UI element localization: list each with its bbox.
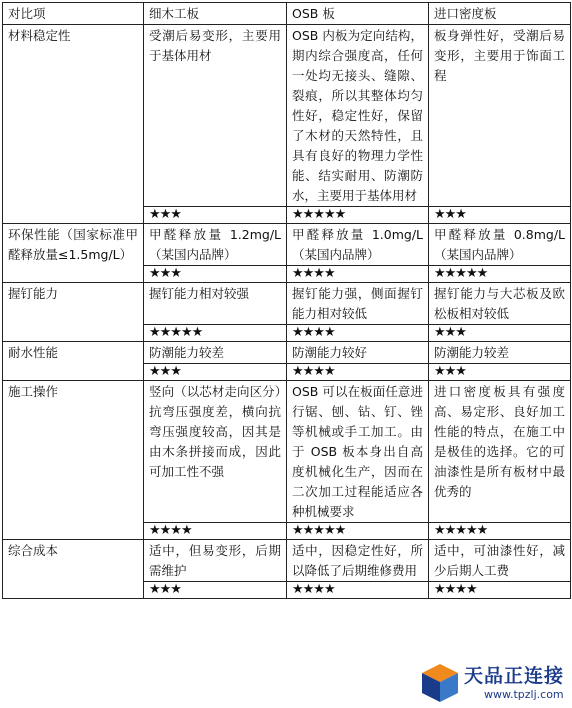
cell-text: 握钉能力相对较强 <box>144 283 287 325</box>
star-rating: ★★★ <box>144 207 287 224</box>
cell-text: 握钉能力与大芯板及欧松板相对较低 <box>429 283 571 325</box>
star-rating: ★★★★ <box>287 325 429 342</box>
table-row <box>3 224 571 266</box>
comparison-table <box>2 2 571 599</box>
star-rating: ★★★★★ <box>429 266 571 283</box>
star-rating: ★★★★★ <box>429 523 571 540</box>
header-col1: 细木工板 <box>144 3 287 25</box>
cell-text: OSB 可以在板面任意进行锯、刨、钻、钉、锉等机械或手工加工。由于 OSB 板本身出自高度机械化生产，因而在二次加工过程能适应各种机械要求 <box>287 381 429 523</box>
star-rating: ★★★★ <box>144 523 287 540</box>
cell-text: OSB 内板为定向结构，期内综合强度高，任何一处均无接头、缝隙、裂痕，所以其整体均匀性好，稳定性好，保留了木材的天然特性，且具有良好的物理力学性能、结实耐用、防潮防水，主要用于基体用材 <box>287 25 429 207</box>
star-rating: ★★★★★ <box>287 207 429 224</box>
table-row <box>3 25 571 207</box>
star-rating: ★★★★ <box>287 582 429 599</box>
cell-text: 进口密度板具有强度高、易定形、良好加工性能的特点，在施工中是极佳的选择。它的可油漆性是所有板材中最优秀的 <box>429 381 571 523</box>
star-rating: ★★★ <box>429 207 571 224</box>
star-rating: ★★★★ <box>287 266 429 283</box>
table-row <box>3 283 571 325</box>
header-item: 对比项 <box>3 3 144 25</box>
star-rating: ★★★ <box>144 266 287 283</box>
header-row <box>3 3 571 25</box>
row-label: 环保性能（国家标准甲醛释放量≤1.5mg/L） <box>3 224 144 283</box>
cell-text: 竖向（以芯材走向区分）抗弯压强度差，横向抗弯压强度较高，因其是由木条拼接而成，因此可加工性不强 <box>144 381 287 523</box>
cell-text: 甲醛释放量 1.0mg/L（某国内品牌） <box>287 224 429 266</box>
cell-text: 防潮能力较差 <box>144 342 287 364</box>
watermark-title: 天品正连接 <box>464 665 565 687</box>
cell-text: 板身弹性好，受潮后易变形，主要用于饰面工程 <box>429 25 571 207</box>
cell-text: 握钉能力强，侧面握钉能力相对较低 <box>287 283 429 325</box>
cube-logo-icon <box>420 662 460 704</box>
star-rating: ★★★★ <box>287 364 429 381</box>
table-row <box>3 381 571 523</box>
star-rating: ★★★ <box>429 325 571 342</box>
row-label: 综合成本 <box>3 540 144 599</box>
header-col3: 进口密度板 <box>429 3 571 25</box>
star-rating: ★★★★★ <box>287 523 429 540</box>
watermark-logo <box>418 656 568 708</box>
star-rating: ★★★★★ <box>144 325 287 342</box>
star-rating: ★★★ <box>144 582 287 599</box>
cell-text: 甲醛释放量 1.2mg/L（某国内品牌） <box>144 224 287 266</box>
watermark-url: www.tpzlj.com <box>484 688 564 701</box>
row-label: 耐水性能 <box>3 342 144 381</box>
cell-text: 防潮能力较差 <box>429 342 571 364</box>
table-row <box>3 540 571 582</box>
cell-text: 受潮后易变形，主要用于基体用材 <box>144 25 287 207</box>
star-rating: ★★★ <box>144 364 287 381</box>
star-rating: ★★★ <box>429 364 571 381</box>
header-col2: OSB 板 <box>287 3 429 25</box>
row-label: 握钉能力 <box>3 283 144 342</box>
cell-text: 适中，但易变形，后期需维护 <box>144 540 287 582</box>
cell-text: 甲醛释放量 0.8mg/L（某国内品牌） <box>429 224 571 266</box>
star-rating: ★★★★ <box>429 582 571 599</box>
row-label: 材料稳定性 <box>3 25 144 224</box>
cell-text: 适中，可油漆性好，减少后期人工费 <box>429 540 571 582</box>
table-row <box>3 342 571 364</box>
cell-text: 适中，因稳定性好，所以降低了后期维修费用 <box>287 540 429 582</box>
cell-text: 防潮能力较好 <box>287 342 429 364</box>
row-label: 施工操作 <box>3 381 144 540</box>
